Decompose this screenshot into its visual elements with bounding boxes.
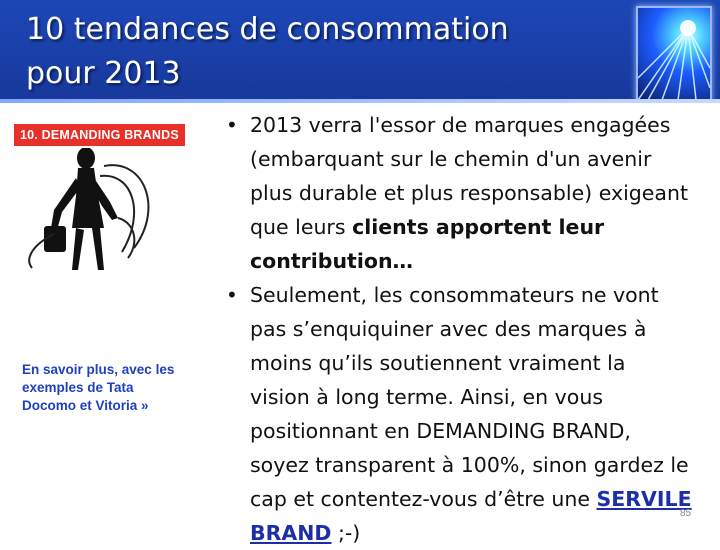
learn-more-line-2: exemples de Tata — [22, 380, 134, 395]
bullet-text-prefix: que leurs — [250, 215, 353, 239]
learn-more-line-1: En savoir plus, avec les — [22, 362, 175, 377]
bullet-text-suffix: ;-) — [331, 521, 361, 545]
bullet-text-line — [250, 482, 712, 516]
page-number: 85 — [680, 508, 692, 519]
demanding-brands-image — [14, 122, 210, 270]
bullet-dot-icon: • — [226, 113, 238, 137]
bullet-bold-text: clients apportent leur — [352, 215, 605, 239]
slide-header — [0, 0, 720, 103]
bullet-text-line: pas s’enquiquiner avec des marques à — [250, 317, 647, 341]
servile-brand-link[interactable]: SERVILE — [596, 487, 692, 511]
bullet-text-line: moins qu’ils soutiennent vraiment la — [250, 351, 626, 375]
slide-title-line-2: pour 2013 — [26, 56, 181, 91]
learn-more-line-3: Docomo et Vitoria » — [22, 398, 149, 413]
decorative-light-image — [636, 6, 712, 102]
slide-title — [26, 8, 626, 96]
bullet-dot-icon: • — [226, 283, 238, 307]
bullet-list — [212, 108, 712, 550]
bullet-text-line — [250, 210, 712, 244]
bullet-text-line — [250, 516, 712, 550]
bullet-text-line: plus durable et plus responsable) exigeant — [250, 181, 688, 205]
bullet-text-line: positionnant en DEMANDING BRAND, — [250, 419, 631, 443]
image-label: 10. DEMANDING BRANDS — [14, 124, 185, 146]
woman-silhouette-icon — [14, 148, 210, 270]
bullet-text-line: vision à long terme. Ainsi, en vous — [250, 385, 604, 409]
bullet-text-prefix: cap et contentez-vous d’être une — [250, 487, 597, 511]
bullet-text-line: Seulement, les consommateurs ne vont — [250, 283, 659, 307]
servile-brand-link[interactable]: BRAND — [250, 521, 332, 545]
slide-title-line-1: 10 tendances de consommation — [26, 12, 509, 47]
bullet-text-line: soyez transparent à 100%, sinon gardez le — [250, 453, 689, 477]
bullet-text-line: 2013 verra l'essor de marques engagées — [250, 113, 671, 137]
bullet-bold-text: contribution… — [250, 249, 414, 273]
bullet-item — [212, 108, 712, 278]
bullet-item — [212, 278, 712, 550]
learn-more-link[interactable] — [22, 361, 227, 415]
bullet-text-line: (embarquant sur le chemin d'un avenir — [250, 147, 652, 171]
